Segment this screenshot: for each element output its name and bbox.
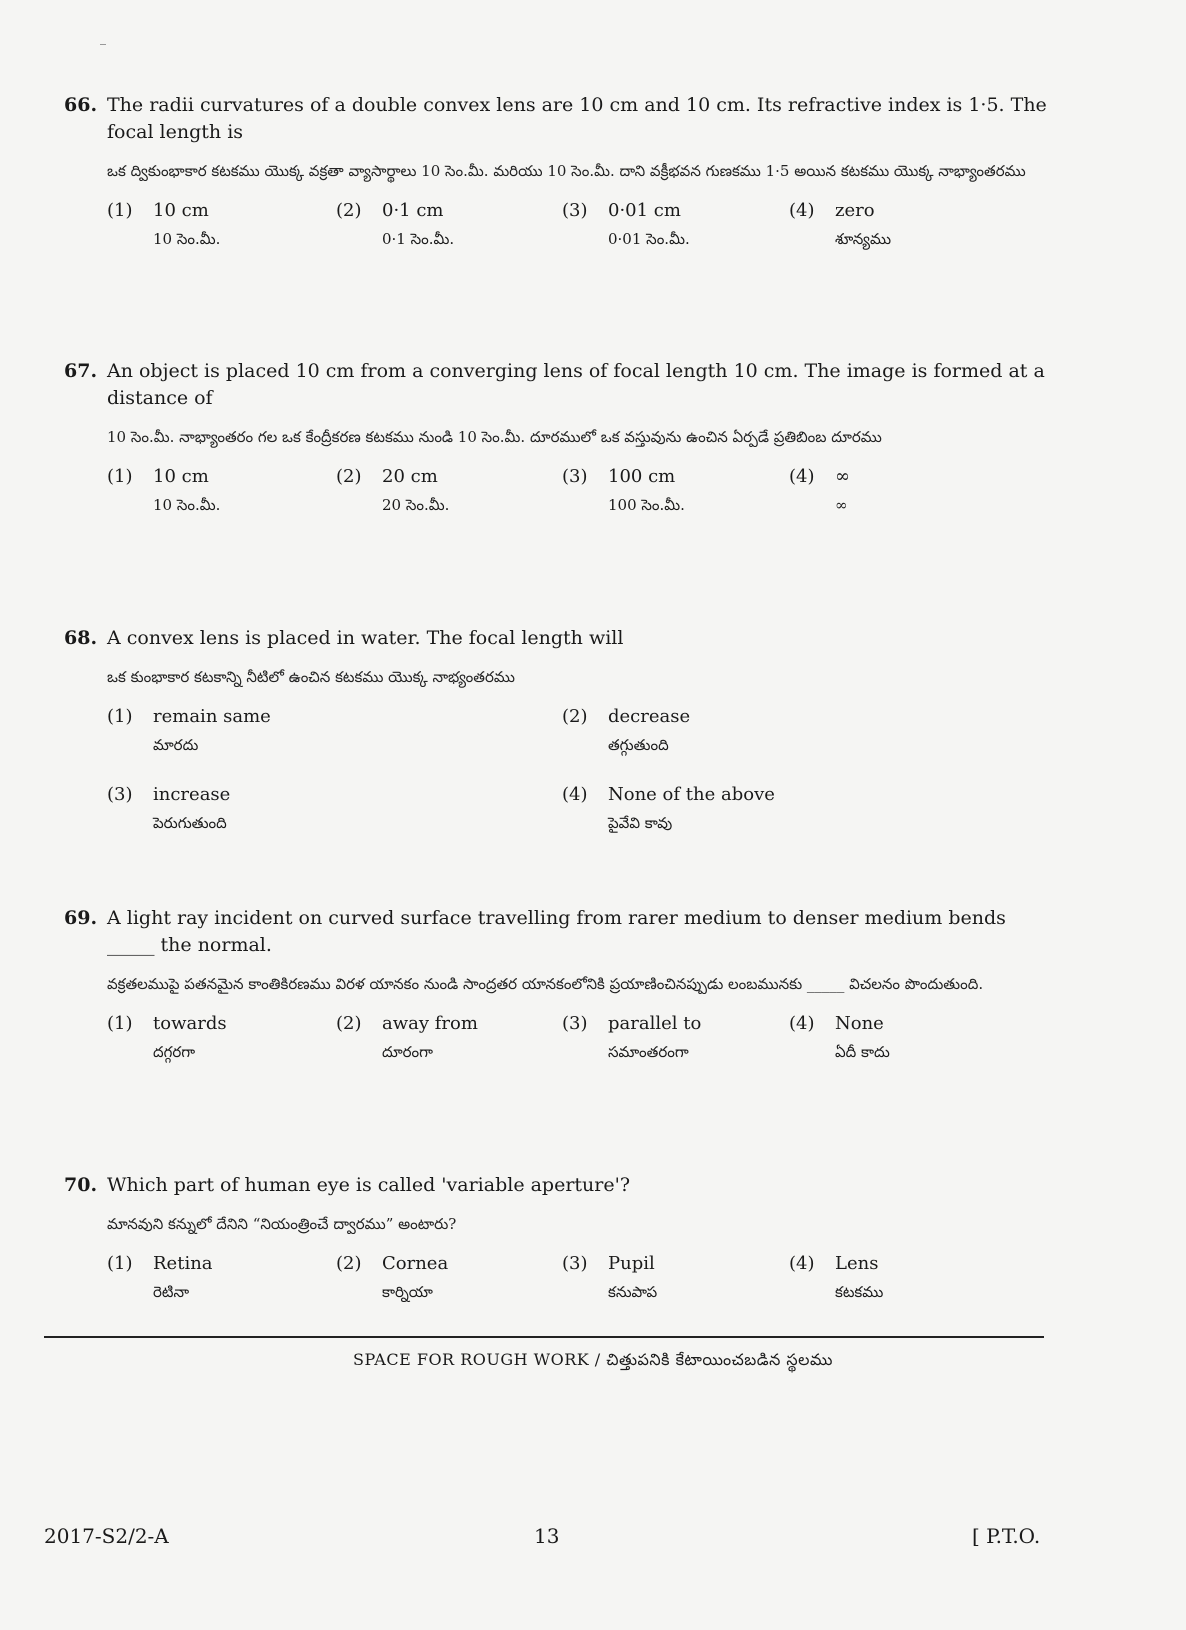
option-text-telugu: రెటినా — [153, 1283, 190, 1301]
option-text: Pupil — [608, 1253, 655, 1274]
question-text-telugu: ఒక ద్వికుంభాకార కటకము యొక్క వక్రతా వ్యాసార్థాలు 10 సెం.మీ. మరియు 10 సెం.మీ. దాని వక్రీభవన గుణకము 1·5 అయిన కటకము యొక్క నాభ్యాంతరము — [107, 162, 1026, 180]
option-text-telugu: దగ్గరగా — [153, 1043, 196, 1061]
option-text: zero — [835, 200, 875, 221]
option-text-telugu: పెరుగుతుంది — [153, 814, 227, 832]
option-text: 100 cm — [608, 466, 676, 487]
rough-work-label: SPACE FOR ROUGH WORK / చిత్తుపనికి కేటాయించబడిన స్థలము — [353, 1350, 833, 1369]
question-text: An object is placed 10 cm from a converging lens of focal length 10 cm. The image is formed at a distance of — [107, 360, 1045, 409]
option-text-telugu: 20 సెం.మీ. — [382, 496, 450, 514]
option-text-telugu: ∞ — [835, 496, 848, 514]
question-text-telugu: ఒక కుంభాకార కటకాన్ని నీటిలో ఉంచిన కటకము యొక్క నాభ్యంతరము — [107, 668, 515, 686]
option-number: (3) — [562, 1253, 588, 1274]
option-text: away from — [382, 1013, 478, 1034]
option-text-telugu: దూరంగా — [382, 1043, 433, 1061]
option-text-telugu: శూన్యము — [835, 230, 892, 248]
option-text-telugu: కటకము — [835, 1283, 884, 1301]
option-number: (1) — [107, 1253, 133, 1274]
option-number: (1) — [107, 466, 133, 487]
option-text: 10 cm — [153, 200, 209, 221]
option-text: 20 cm — [382, 466, 438, 487]
option-number: (2) — [336, 1253, 362, 1274]
option-number: (2) — [562, 706, 588, 727]
option-number: (1) — [107, 706, 133, 727]
option-number: (4) — [789, 466, 815, 487]
option-number: (3) — [107, 784, 133, 805]
question-number: 66. — [64, 94, 98, 116]
question-text-telugu: వక్రతలముపై పతనమైన కాంతికిరణము విరళ యానకం నుండి సాంద్రతర యానకంలోనికి ప్రయాణించినప్పుడు లంబమునకు _____ విచలనం పొందుతుంది. — [107, 975, 984, 993]
option-number: (3) — [562, 1013, 588, 1034]
option-text: parallel to — [608, 1013, 702, 1034]
option-text: ∞ — [835, 466, 850, 487]
pto-label: [ P.T.O. — [972, 1524, 1041, 1548]
option-text: increase — [153, 784, 231, 805]
question-text: The radii curvatures of a double convex lens are 10 cm and 10 cm. Its refractive index is 1·5. The focal length is — [107, 94, 1047, 143]
question-69 — [64, 905, 1054, 1068]
scan-mark — [100, 44, 106, 45]
options — [107, 463, 1054, 521]
option-number: (3) — [562, 200, 588, 221]
question-text: A light ray incident on curved surface travelling from rarer medium to denser medium bends _____ the normal. — [107, 907, 1006, 956]
option-text: None — [835, 1013, 884, 1034]
option-number: (1) — [107, 200, 133, 221]
question-text: A convex lens is placed in water. The focal length will — [107, 627, 624, 649]
option-text: decrease — [608, 706, 691, 727]
option-number: (3) — [562, 466, 588, 487]
option-text: Cornea — [382, 1253, 449, 1274]
option-text-telugu: 0·1 సెం.మీ. — [382, 230, 455, 248]
option-text: Lens — [835, 1253, 879, 1274]
option-text-telugu: కనుపాప — [608, 1283, 658, 1301]
option-text: None of the above — [608, 784, 775, 805]
option-number: (2) — [336, 466, 362, 487]
option-text: remain same — [153, 706, 271, 727]
divider — [44, 1336, 1044, 1338]
option-number: (4) — [789, 200, 815, 221]
question-number: 69. — [64, 907, 98, 929]
option-number: (1) — [107, 1013, 133, 1034]
question-text-telugu: 10 సెం.మీ. నాభ్యాంతరం గల ఒక కేంద్రీకరణ కటకము నుండి 10 సెం.మీ. దూరములో ఒక వస్తువును ఉంచిన ఏర్పడే ప్రతిబింబ దూరము — [107, 428, 882, 446]
option-text: 0·01 cm — [608, 200, 681, 221]
options — [107, 703, 1054, 853]
option-text-telugu: మారదు — [153, 736, 199, 754]
option-text: 10 cm — [153, 466, 209, 487]
question-67 — [64, 358, 1054, 521]
option-text-telugu: తగ్గుతుంది — [608, 736, 669, 754]
paper-code: 2017-S2/2-A — [44, 1524, 169, 1548]
option-number: (2) — [336, 200, 362, 221]
option-text-telugu: ఏదీ కాదు — [835, 1043, 890, 1061]
question-68 — [64, 625, 1054, 853]
options — [107, 1010, 1054, 1068]
option-text: 0·1 cm — [382, 200, 444, 221]
option-text-telugu: 100 సెం.మీ. — [608, 496, 685, 514]
option-text-telugu: కార్నియా — [382, 1283, 433, 1301]
option-text-telugu: సమాంతరంగా — [608, 1043, 689, 1061]
question-number: 70. — [64, 1174, 98, 1196]
option-number: (2) — [336, 1013, 362, 1034]
option-number: (4) — [789, 1013, 815, 1034]
option-text: towards — [153, 1013, 227, 1034]
question-66 — [64, 92, 1054, 255]
option-text-telugu: 10 సెం.మీ. — [153, 230, 221, 248]
question-text: Which part of human eye is called 'variable aperture'? — [107, 1174, 631, 1196]
question-number: 68. — [64, 627, 98, 649]
options — [107, 197, 1054, 255]
option-text: Retina — [153, 1253, 213, 1274]
page-number: 13 — [534, 1524, 560, 1548]
question-number: 67. — [64, 360, 98, 382]
option-number: (4) — [562, 784, 588, 805]
option-text-telugu: పైవేవి కావు — [608, 814, 673, 832]
option-text-telugu: 0·01 సెం.మీ. — [608, 230, 690, 248]
option-text-telugu: 10 సెం.మీ. — [153, 496, 221, 514]
question-text-telugu: మానవుని కన్నులో దేనిని “నియంత్రించే ద్వారము” అంటారు? — [107, 1215, 457, 1233]
options — [107, 1250, 1054, 1308]
option-number: (4) — [789, 1253, 815, 1274]
question-70 — [64, 1172, 1054, 1308]
